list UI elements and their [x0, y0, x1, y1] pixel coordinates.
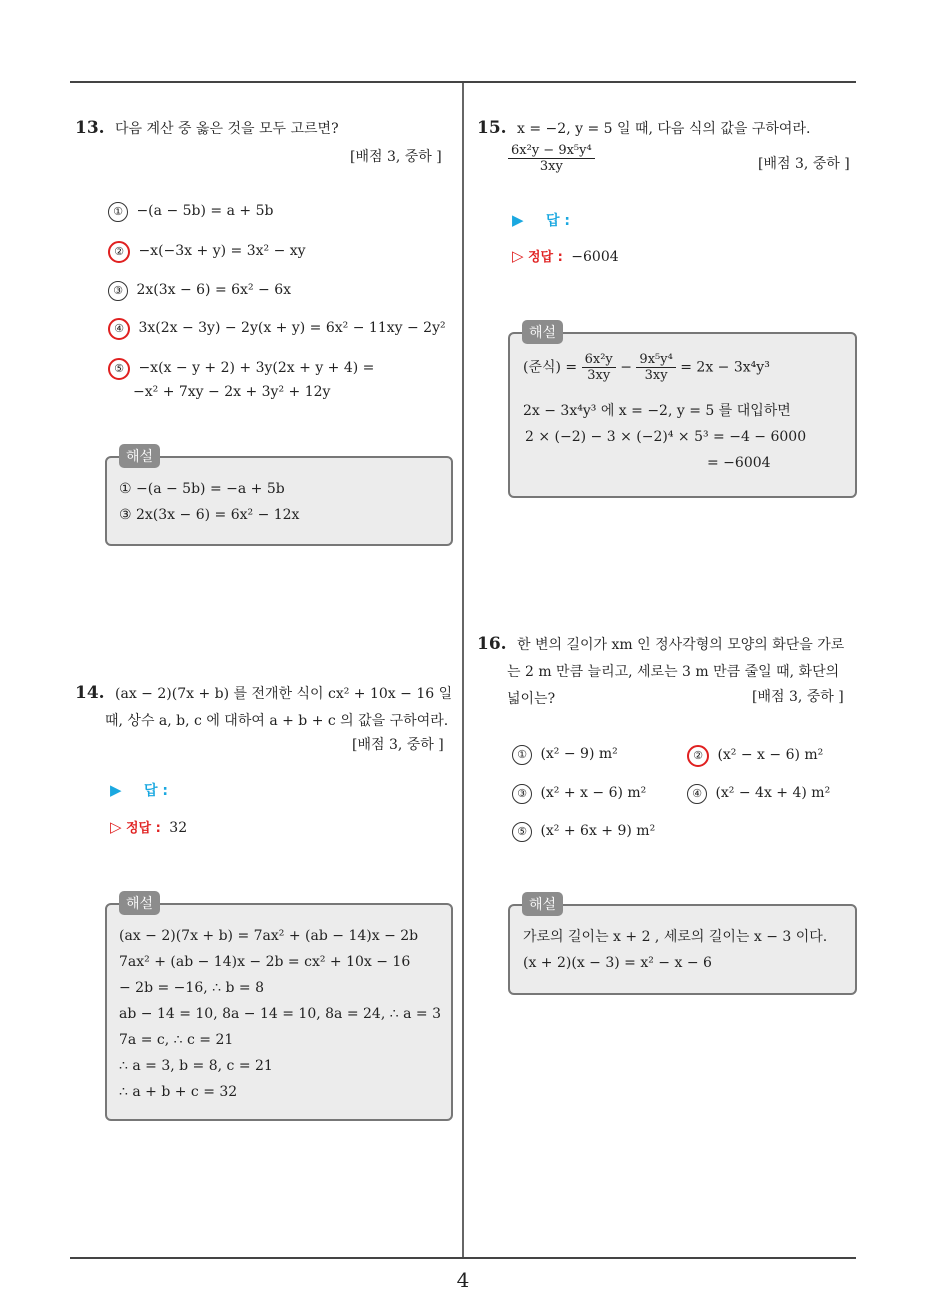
- explanation-line: ab − 14 = 10, 8a − 14 = 10, 8a = 24, ∴ a = 3: [119, 1006, 441, 1022]
- question-number: 15.: [477, 118, 507, 138]
- explanation-tag: 해설: [119, 444, 160, 468]
- bottom-rule: [70, 1257, 856, 1259]
- explanation-tag: 해설: [522, 892, 563, 916]
- explanation-formula: (준식) = $\frac{\text{6x²y}}{3xy}$ − $\frac{\text{9x⁵y⁴}}{3xy}$ = 2x − 3x⁴y³: [523, 352, 770, 383]
- outline-arrow-icon: ▷: [110, 818, 122, 836]
- correct-value: 32: [169, 820, 188, 836]
- question-text-line2: 때, 상수 a, b, c 에 대하여 a + b + c 의 값을 구하여라.: [105, 713, 449, 729]
- score-label: [배점 3, 중하 ]: [752, 689, 844, 705]
- choice-mark: ③: [512, 784, 532, 804]
- answer-label: 답 :: [546, 213, 570, 229]
- choice-mark: ①: [512, 745, 532, 765]
- score-label: [배점 3, 중하 ]: [758, 156, 850, 172]
- selected-mark-icon: ④: [108, 318, 130, 340]
- score-label: [배점 3, 중하 ]: [350, 149, 442, 165]
- explanation-line: ∴ a = 3, b = 8, c = 21: [119, 1058, 273, 1074]
- choice-5[interactable]: ⑤ (x² + 6x + 9) m²: [512, 822, 655, 842]
- question-14: [75, 680, 455, 735]
- correct-answer: [512, 246, 619, 265]
- question-text-line3: 넓이는?: [507, 691, 556, 707]
- explanation-line: 가로의 길이는 x + 2 , 세로의 길이는 x − 3 이다.: [523, 929, 828, 945]
- outline-arrow-icon: ▷: [512, 247, 524, 265]
- page-number: 4: [456, 1268, 470, 1292]
- explanation-line: 2 × (−2) − 3 × (−2)⁴ × 5³ = −4 − 6000: [525, 429, 807, 445]
- explanation-tag: 해설: [119, 891, 160, 915]
- explanation-line: (ax − 2)(7x + b) = 7ax² + (ab − 14)x − 2b: [119, 928, 419, 944]
- choice-4[interactable]: ④ (x² − 4x + 4) m²: [687, 784, 830, 804]
- explanation-box: [105, 449, 453, 546]
- explanation-box: [508, 325, 857, 498]
- selected-mark-icon: ②: [108, 241, 130, 263]
- column-divider: [462, 83, 464, 1258]
- question-text: 다음 계산 중 옳은 것을 모두 고르면?: [115, 121, 339, 137]
- selected-mark-icon: ⑤: [108, 358, 130, 380]
- explanation-line: (x + 2)(x − 3) = x² − x − 6: [523, 955, 712, 971]
- explanation-line: ① −(a − 5b) = −a + 5b: [119, 481, 285, 497]
- choice-2[interactable]: ② −x(−3x + y) = 3x² − xy: [108, 241, 306, 263]
- correct-label: 정답 :: [126, 821, 161, 836]
- choice-mark: ④: [687, 784, 707, 804]
- answer-field[interactable]: [512, 210, 570, 230]
- question-expression: $\frac{\text{6x²y − 9x⁵y⁴}}{3xy}$: [508, 143, 595, 174]
- explanation-line: = −6004: [707, 455, 771, 471]
- question-15: [477, 116, 810, 143]
- explanation-line: 7a = c, ∴ c = 21: [119, 1032, 234, 1048]
- question-number: 16.: [477, 634, 507, 654]
- question-text-line1: (ax − 2)(7x + b) 를 전개한 식이 cx² + 10x − 16 일: [115, 686, 453, 702]
- choice-1[interactable]: ① −(a − 5b) = a + 5b: [108, 202, 273, 222]
- choice-mark: ⑤: [512, 822, 532, 842]
- explanation-line: ∴ a + b + c = 32: [119, 1084, 238, 1100]
- choice-5[interactable]: ⑤ −x(x − y + 2) + 3y(2x + y + 4) =: [108, 358, 374, 380]
- correct-label: 정답 :: [528, 250, 563, 265]
- explanation-tag: 해설: [522, 320, 563, 344]
- explanation-line: 7ax² + (ab − 14)x − 2b = cx² + 10x − 16: [119, 954, 411, 970]
- choice-mark: ③: [108, 281, 128, 301]
- choice-2[interactable]: ② (x² − x − 6) m²: [687, 745, 823, 767]
- selected-mark-icon: ②: [687, 745, 709, 767]
- question-text: x = −2, y = 5 일 때, 다음 식의 값을 구하여라.: [517, 121, 811, 137]
- correct-value: −6004: [571, 249, 619, 265]
- choice-5-continuation: −x² + 7xy − 2x + 3y² + 12y: [133, 384, 331, 400]
- question-number: 13.: [75, 118, 105, 138]
- choice-4[interactable]: ④ 3x(2x − 3y) − 2y(x + y) = 6x² − 11xy − 2y²: [108, 318, 446, 340]
- explanation-box: [508, 897, 857, 995]
- explanation-box: [105, 896, 453, 1121]
- play-arrow-icon: ▶: [110, 781, 122, 799]
- score-label: [배점 3, 중하 ]: [352, 737, 444, 753]
- explanation-line: 2x − 3x⁴y³ 에 x = −2, y = 5 를 대입하면: [523, 403, 791, 419]
- explanation-line: ③ 2x(3x − 6) = 6x² − 12x: [119, 507, 300, 523]
- choice-3[interactable]: ③ 2x(3x − 6) = 6x² − 6x: [108, 281, 291, 301]
- question-text-line1: 한 변의 길이가 xm 인 정사각형의 모양의 화단을 가로: [517, 637, 845, 653]
- choice-mark: ①: [108, 202, 128, 222]
- choice-3[interactable]: ③ (x² + x − 6) m²: [512, 784, 646, 804]
- answer-field[interactable]: [110, 780, 168, 800]
- choice-1[interactable]: ① (x² − 9) m²: [512, 745, 618, 765]
- question-13: [75, 116, 339, 143]
- explanation-line: − 2b = −16, ∴ b = 8: [119, 980, 264, 996]
- question-number: 14.: [75, 683, 105, 703]
- play-arrow-icon: ▶: [512, 211, 524, 229]
- answer-label: 답 :: [144, 783, 168, 799]
- question-text-line2: 는 2 m 만큼 늘리고, 세로는 3 m 만큼 줄일 때, 화단의: [507, 664, 840, 680]
- correct-answer: [110, 817, 187, 836]
